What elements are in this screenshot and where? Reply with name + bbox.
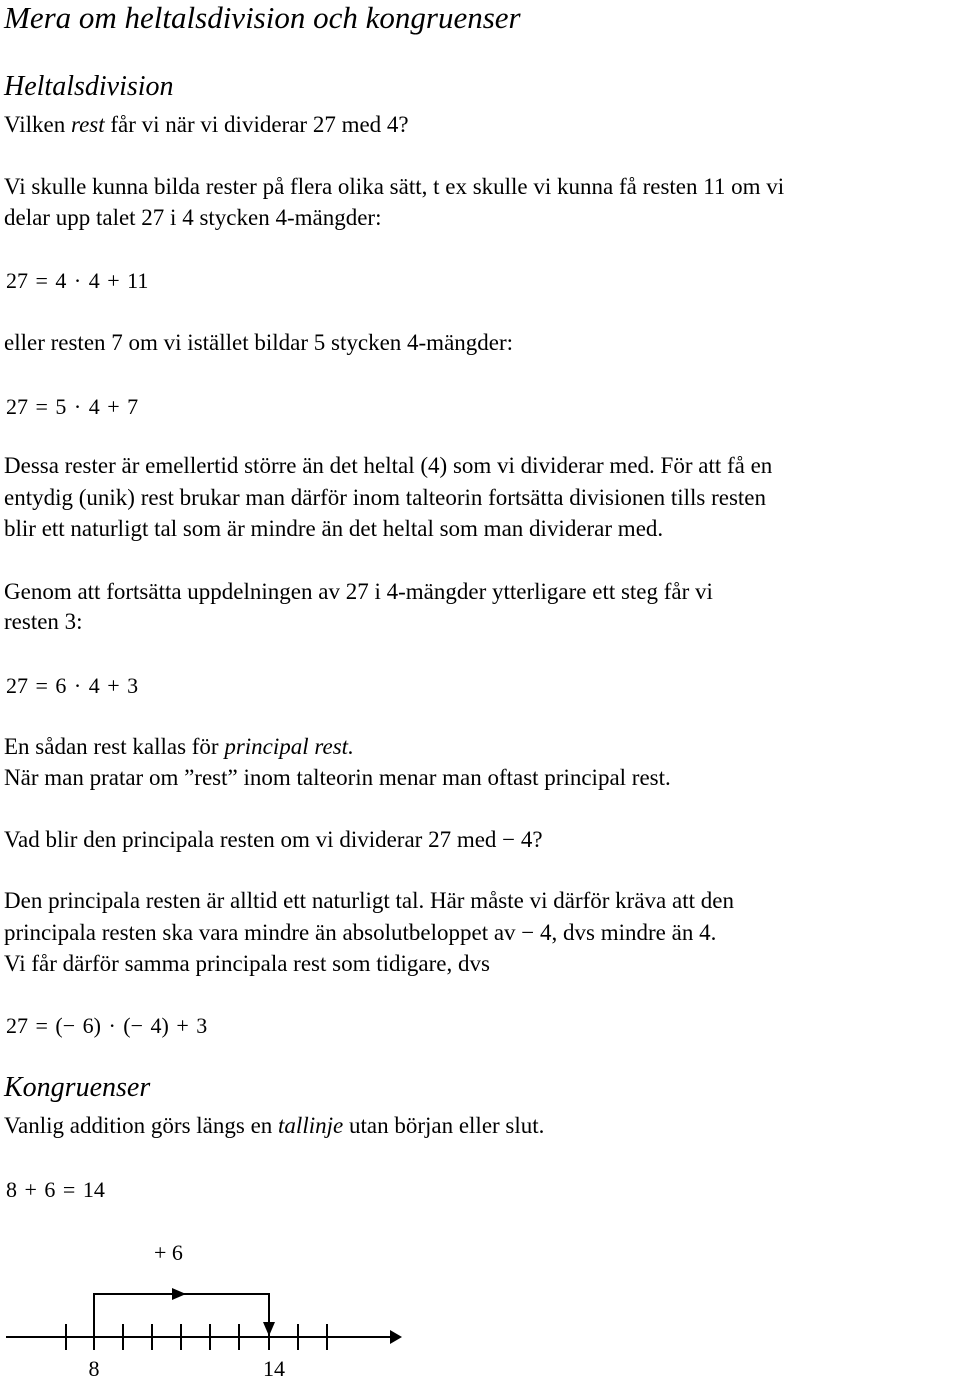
paragraph-3-line-3: blir ett naturligt tal som är mindre än det heltal som man dividerar med. xyxy=(4,516,664,541)
paragraph-7: Vad blir den principala resten om vi dividerar 27 med − 4? xyxy=(4,827,543,852)
equation-2: 27 = 5 · 4 + 7 xyxy=(6,394,139,419)
congruence-equation-1: 8 + 6 = 14 xyxy=(6,1177,105,1202)
section-heading-congruence: Kongruenser xyxy=(4,1072,151,1103)
page-title: Mera om heltalsdivision och kongruenser xyxy=(4,0,521,35)
question-text: Vilken rest får vi när vi dividerar 27 med 4? xyxy=(4,112,409,137)
paragraph-8-line-2: principala resten ska vara mindre än absolutbeloppet av − 4, dvs mindre än 4. xyxy=(4,920,717,945)
congruence-paragraph-1: Vanlig addition görs längs en tallinje utan början eller slut. xyxy=(4,1113,545,1138)
end-label: 14 xyxy=(263,1356,285,1378)
paragraph-1-line-2: delar upp talet 27 i 4 stycken 4-mängder: xyxy=(4,205,382,230)
equation-4: 27 = (− 6) · (− 4) + 3 xyxy=(6,1013,208,1038)
axis-arrow-icon xyxy=(390,1330,402,1344)
paragraph-2: eller resten 7 om vi istället bildar 5 stycken 4-mängder: xyxy=(4,330,514,355)
jump-label: + 6 xyxy=(154,1240,183,1265)
paragraph-3-line-2: entydig (unik) rest brukar man därför inom talteorin fortsätta divisionen tills resten xyxy=(4,485,766,510)
paragraph-4-line-1: Genom att fortsätta uppdelningen av 27 i 4-mängder ytterligare ett steg får vi xyxy=(4,579,713,604)
paragraph-3-line-1: Dessa rester är emellertid större än det heltal (4) som vi dividerar med. För att få en xyxy=(4,453,773,478)
number-line-diagram xyxy=(0,1230,420,1378)
paragraph-8-line-1: Den principala resten är alltid ett naturligt tal. Här måste vi därför kräva att den xyxy=(4,888,734,913)
paragraph-8-line-3: Vi får därför samma principala rest som tidigare, dvs xyxy=(4,951,490,976)
paragraph-1-line-1: Vi skulle kunna bilda rester på flera olika sätt, t ex skulle vi kunna få resten 11 om vi xyxy=(4,174,785,199)
jump-arrowhead-mid xyxy=(172,1288,186,1300)
paragraph-5: En sådan rest kallas för principal rest. xyxy=(4,734,354,759)
paragraph-4-line-2: resten 3: xyxy=(4,609,83,634)
equation-1: 27 = 4 · 4 + 11 xyxy=(6,268,149,293)
paragraph-6: När man pratar om ”rest” inom talteorin menar man oftast principal rest. xyxy=(4,765,671,790)
equation-3: 27 = 6 · 4 + 3 xyxy=(6,673,139,698)
start-label: 8 xyxy=(88,1356,100,1378)
section-heading-division: Heltalsdivision xyxy=(4,71,174,102)
